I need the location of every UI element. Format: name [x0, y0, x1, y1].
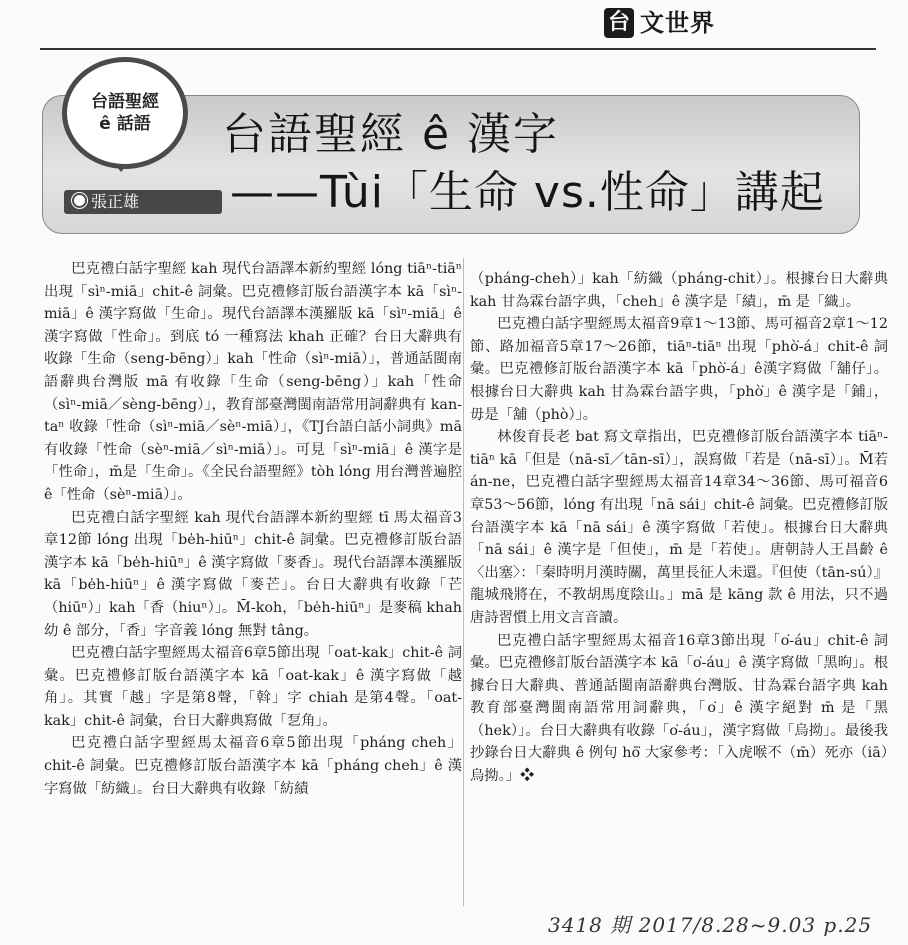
top-divider [40, 48, 876, 50]
paragraph: （pháng-cheh）」kah「紡織（pháng-chit）」。根據台日大辭典 kah 甘為霖台語字典，「cheh」ê 漢字是「績」，m̄ 是「織」。 [470, 271, 888, 310]
headline-title: 台語聖經 ê 漢字 [222, 109, 560, 160]
masthead [604, 8, 715, 38]
paragraph: 巴克禮白話字聖經馬太福音9章1～13節、馬可福音2章1～12節、路加福音5章17～26節，tiāⁿ-tiāⁿ 出現「phò͘-á」chit-ê 詞彙。巴克禮修訂版台語漢字本 kā「phò͘-á」ê漢字寫做「舖仔」。根據台日大辭典 kah 甘為霖台語字典，「phò͘」ê 漢字是「鋪」，毋是「舖（phò）」。 [470, 316, 888, 423]
handwritten-note: 3418 期 2017/8.28~9.03 p.25 [548, 913, 873, 937]
column-label-badge [62, 57, 188, 169]
column-label-line2: ê 話語 [99, 114, 151, 134]
column-divider [463, 258, 464, 906]
paragraph: 巴克禮白話字聖經 kah 現代台語譯本新約聖經 tī 馬太福音3章12節 lóng 出現「be̍h-hiūⁿ」chit-ê 詞彙。巴克禮修訂版台語漢字本 kā「be̍h-hiūⁿ」ê 漢字寫做「麥香」。現代台語譯本漢羅版 kā「be̍h-hiūⁿ」ê 漢字寫做「麥芒」。台日大辭典有收錄「芒（hiūⁿ）」kah「香（hiuⁿ）」。M̄-koh，「be̍h-hiūⁿ」是麥稿 khah 幼 ê 部分，「香」字音義 lóng 無對 tâng。 [44, 509, 462, 639]
paragraph: 林俊育長老 bat 寫文章指出，巴克禮修訂版台語漢字本 tiāⁿ-tiāⁿ kā「但是（nā-sī／tān-sī）」，誤寫做「若是（nā-sī）」。M̄若 án-ne，巴克禮白話字聖經馬太福音14章34～36節、馬可福音6章53～56節，lóng 有出現「nā sái」chit-ê 詞彙。巴克禮修訂版台語漢字本 kā「nā sái」ê 漢字寫做「若使」。根據台日大辭典「nā sái」ê 漢字是「但使」，m̄ 是「若使」。唐朝詩人王昌齡 ê〈出塞〉：「秦時明月漢時關，萬里長征人未還。『但使（tān-sú）』龍城飛將在，不教胡馬度陰山。」mā 是 kāng 款 ê 用法，只不過唐詩習慣上用文言音讀。 [470, 429, 888, 626]
article-right-column [470, 268, 888, 788]
paragraph: 巴克禮白話字聖經馬太福音6章5節出現「pháng cheh」chit-ê 詞彙。巴克禮修訂版台語漢字本 kā「pháng cheh」ê 漢字寫做「紡織」。台日大辭典有收錄「紡績 [44, 735, 462, 797]
author-tag [64, 190, 222, 214]
paragraph: 巴克禮白話字聖經 kah 現代台語譯本新約聖經 lóng tiāⁿ-tiāⁿ 出現「sìⁿ-miā」chit-ê 詞彙。巴克禮修訂版台語漢字本 kā「sìⁿ-miā」ê 漢字寫做「生命」。現代台語譯本漢羅版 kā「sìⁿ-miā」ê 漢字寫做「性命」。到底 tó 一種寫法 khah 正確？台日大辭典有收錄「生命（seng-bēng）」kah「性命（sìⁿ-miā）」，普通話閩南語辭典台灣版 mā 有收錄「生命（seng-bēng）」kah「性命（sìⁿ-miā／sèng-bēng）」，教育部臺灣閩南語常用詞辭典有 kan-taⁿ 收錄「性命（sìⁿ-miā／sèⁿ-miā）」，《TJ台語白話小詞典》mā 有收錄「性命（sèⁿ-miā／sìⁿ-miā）」。可見「sìⁿ-miā」ê 漢字是「性命」，m̄是「生命」。《全民台語聖經》tòh lóng 用台灣普遍腔 ê「性命（sèⁿ-miā）」。 [44, 261, 462, 503]
column-label-line1: 台語聖經 [91, 92, 159, 112]
bullet-icon [72, 193, 87, 208]
headline-subtitle: ——Tùi「生命 vs.性命」講起 [230, 167, 825, 218]
masthead-logo: 台 [604, 8, 634, 38]
author-name: 張正雄 [91, 192, 140, 211]
article-left-column [44, 258, 462, 800]
paragraph: 巴克禮白話字聖經馬太福音16章3節出現「o͘-áu」chit-ê 詞彙。巴克禮修訂版台語漢字本 kā「o͘-áu」ê 漢字寫做「黑昫」。根據台日大辭典、普通話閩南語辭典台灣版、甘為霖台語字典 kah 教育部臺灣閩南語常用詞辭典，「o͘」ê 漢字絕對 m̄ 是「黑（hek）」。台日大辭典有收錄「o͘-áu」，漢字寫做「烏拗」。最後我抄錄台日大辭典 ê 例句 hō͘ 大家參考：「入虎喉不（m̄）死亦（iā）烏拗。」❖ [470, 632, 888, 785]
masthead-title: 文世界 [640, 9, 715, 37]
paragraph: 巴克禮白話字聖經馬太福音6章5節出現「oat-kak」chit-ê 詞彙。巴克禮修訂版台語漢字本 kā「oat-kak」ê 漢字寫做「越角」。其實「越」字是第8聲，「斡」字 chiah 是第4聲。「oat-kak」chit-ê 詞彙，台日大辭典寫做「乭角」。 [44, 645, 462, 729]
